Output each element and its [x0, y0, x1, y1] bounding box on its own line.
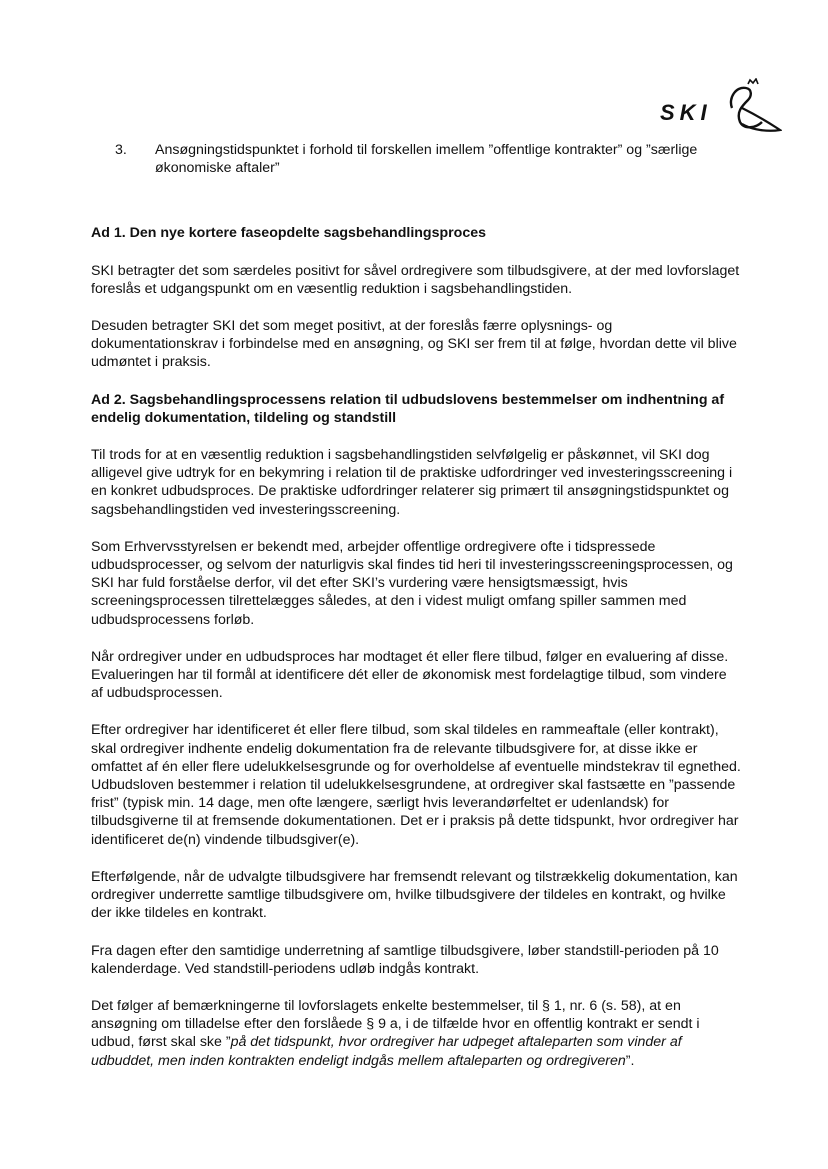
ski-logo [660, 78, 782, 136]
list-text: Ansøgningstidspunktet i forhold til forskellen imellem ”offentlige kontrakter” og ”særlige økonomiske aftaler” [155, 142, 698, 177]
section1-heading: Ad 1. Den nye kortere faseopdelte sagsbehandlingsproces [91, 225, 487, 242]
list-item [91, 141, 741, 177]
document-body [91, 141, 741, 1070]
section2-paragraph-7 [91, 997, 741, 1070]
crown-swirl-icon [722, 78, 782, 136]
list-number: 3. [115, 142, 127, 158]
section2-paragraph-2: Som Erhvervsstyrelsen er bekendt med, arbejder offentlige ordregivere ofte i tidspressede udbudsprocesser, og selvom der naturligvis skal findes tid heri til investeringsscreeningsprocessen, og SKI har fuld forståelse derfor, vil det efter SKI’s vurdering være hensigtsmæssigt, hvis screeningsprocessen tilrettelægges således, at den i videst muligt omfang spiller sammen med udbudsprocessens forløb. [91, 538, 733, 628]
section1-paragraph-2: Desuden betragter SKI det som meget positivt, at der foreslås færre oplysnings- og dokumentationskrav i forbindelse med en ansøgning, og SKI ser frem til at følge, hvordan dette vil blive udmøntet i praksis. [91, 318, 737, 371]
paragraph-7-text: Det følger af bemærkningerne til lovforslagets enkelte bestemmelser, til § 1, nr. 6 (s. 58), at en ansøgning om tilladelse efter den forslåede § 9 a, i de tilfælde hvor en offentlig kontrakt er sendt i udbud, først skal ske ” [91, 997, 700, 1051]
section2-paragraph-6: Fra dagen efter den samtidige underretning af samtlige tilbudsgivere, løber standstill-perioden på 10 kalenderdage. Ved standstill-periodens udløb indgås kontrakt. [91, 942, 719, 977]
quoted-text: på det tidspunkt, hvor ordregiver har udpeget aftaleparten som vinder af udbuddet, men inden kontrakten endeligt indgås mellem aftaleparten og ordregiveren [91, 1034, 682, 1069]
paragraph-7-end: ”. [625, 1052, 635, 1069]
section2-paragraph-4: Efter ordregiver har identificeret ét eller flere tilbud, som skal tildeles en rammeaftale (eller kontrakt), skal ordregiver indhente endelig dokumentation fra de relevante tilbudsgivere for, at disse ikke er omfattet af én eller flere udelukkelsesgrunde og for overholdelse af eventuelle mindstekrav til egnethed. Udbudsloven bestemmer i relation til udelukkelsesgrundene, at ordregiver skal fastsætte en ”passende frist” (typisk min. 14 dage, men ofte længere, særligt hvis leverandørfeltet er udenlandsk) for tilbudsgiverne til at fremsende dokumentationen. Det er i praksis på dette tidspunkt, hvor ordregiver har identificeret de(n) vindende tilbudsgiver(e). [91, 722, 741, 848]
section2-heading: Ad 2. Sagsbehandlingsprocessens relation til udbudslovens bestemmelser om indhentning af endelig dokumentation, tildeling og standstill [91, 391, 725, 426]
section2-paragraph-5: Efterfølgende, når de udvalgte tilbudsgivere har fremsendt relevant og tilstrækkelig dokumentation, kan ordregiver underrette samtlige tilbudsgivere om, hvilke tilbudsgivere der tildeles en kontrakt, og hvilke der ikke tildeles en kontrakt. [91, 868, 738, 922]
section2-paragraph-1: Til trods for at en væsentlig reduktion i sagsbehandlingstiden selvfølgelig er påskønnet, vil SKI dog alligevel give udtryk for en bekymring i relation til de praktiske udfordringer ved investeringsscreening i en konkret udbudsproces. De praktiske udfordringer relaterer sig primært til ansøgningstidspunktet og sagsbehandlingstiden ved investeringsscreening. [91, 447, 733, 518]
section2-paragraph-3: Når ordregiver under en udbudsproces har modtaget ét eller flere tilbud, følger en evaluering af disse. Evalueringen har til formål at identificere dét eller de økonomisk mest fordelagtige tilbud, som vindere af udbudsprocessen. [91, 648, 729, 702]
section1-paragraph-1: SKI betragter det som særdeles positivt for såvel ordregivere som tilbudsgivere, at der med lovforslaget foreslås et udgangspunkt om en væsentlig reduktion i sagsbehandlingstiden. [91, 262, 740, 297]
logo-text: SKI [660, 100, 712, 125]
